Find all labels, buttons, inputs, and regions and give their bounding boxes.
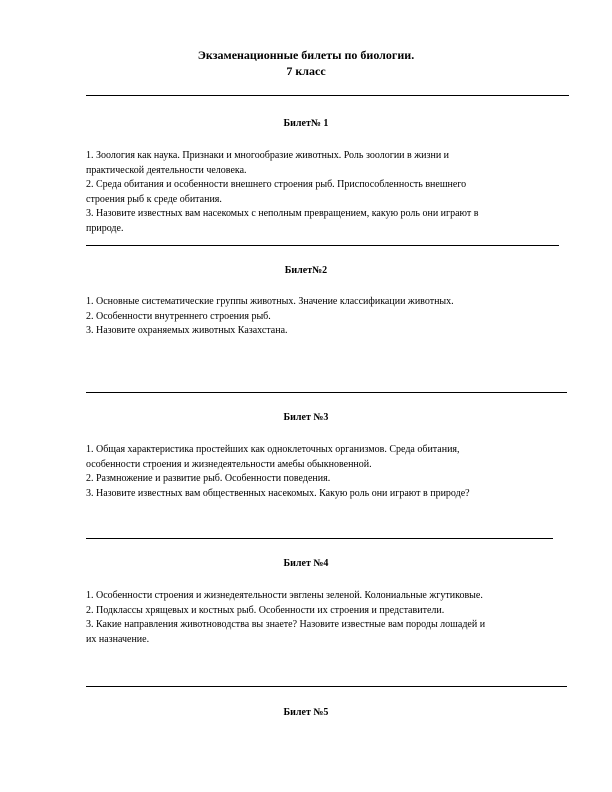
question-line: 2. Особенности внутреннего строения рыб. — [86, 310, 271, 322]
question-line: 3. Назовите известных вам общественных насекомых. Какую роль они играют в природе? — [86, 487, 470, 499]
divider — [86, 686, 567, 687]
ticket-title: Билет №5 — [283, 707, 329, 718]
question-line: 1. Основные систематические группы животных. Значение классификации животных. — [86, 296, 454, 307]
question-line: строения рыб к среде обитания. — [86, 193, 222, 205]
document-subtitle: 7 класс — [286, 64, 326, 78]
question-line: 2. Подклассы хрящевых и костных рыб. Особенности их строения и представители. — [86, 604, 445, 616]
question-line: природе. — [86, 222, 124, 234]
question-line: их назначение. — [86, 633, 150, 645]
ticket-title: Билет№2 — [284, 265, 328, 276]
question-line: 1. Особенности строения и жизнедеятельности эвглены зеленой. Колониальные жгутиковые. — [86, 590, 483, 601]
ticket-title: Билет №4 — [283, 558, 329, 569]
divider — [86, 95, 569, 96]
ticket-title: Билет№ 1 — [283, 118, 329, 129]
question-line: 3. Какие направления животноводства вы знаете? Назовите известные вам породы лошадей и — [86, 619, 486, 630]
question-line: 1. Общая характеристика простейших как одноклеточных организмов. Среда обитания, — [86, 444, 460, 455]
question-line: 3. Назовите известных вам насекомых с неполным превращением, какую роль они играют в — [86, 208, 479, 219]
question-line: практической деятельности человека. — [86, 164, 247, 176]
question-line: 2. Размножение и развитие рыб. Особенности поведения. — [86, 473, 331, 484]
divider — [86, 245, 559, 246]
document-title: Экзаменационные билеты по биологии. — [197, 48, 415, 62]
divider — [86, 392, 567, 393]
question-line: особенности строения и жизнедеятельности амебы обыкновенной. — [86, 458, 372, 470]
question-line: 1. Зоология как наука. Признаки и многообразие животных. Роль зоологии в жизни и — [86, 150, 450, 161]
question-line: 2. Среда обитания и особенности внешнего строения рыб. Приспособленность внешнего — [86, 179, 467, 190]
question-line: 3. Назовите охраняемых животных Казахстана. — [86, 325, 288, 336]
ticket-title: Билет №3 — [283, 412, 329, 423]
divider — [86, 538, 553, 539]
